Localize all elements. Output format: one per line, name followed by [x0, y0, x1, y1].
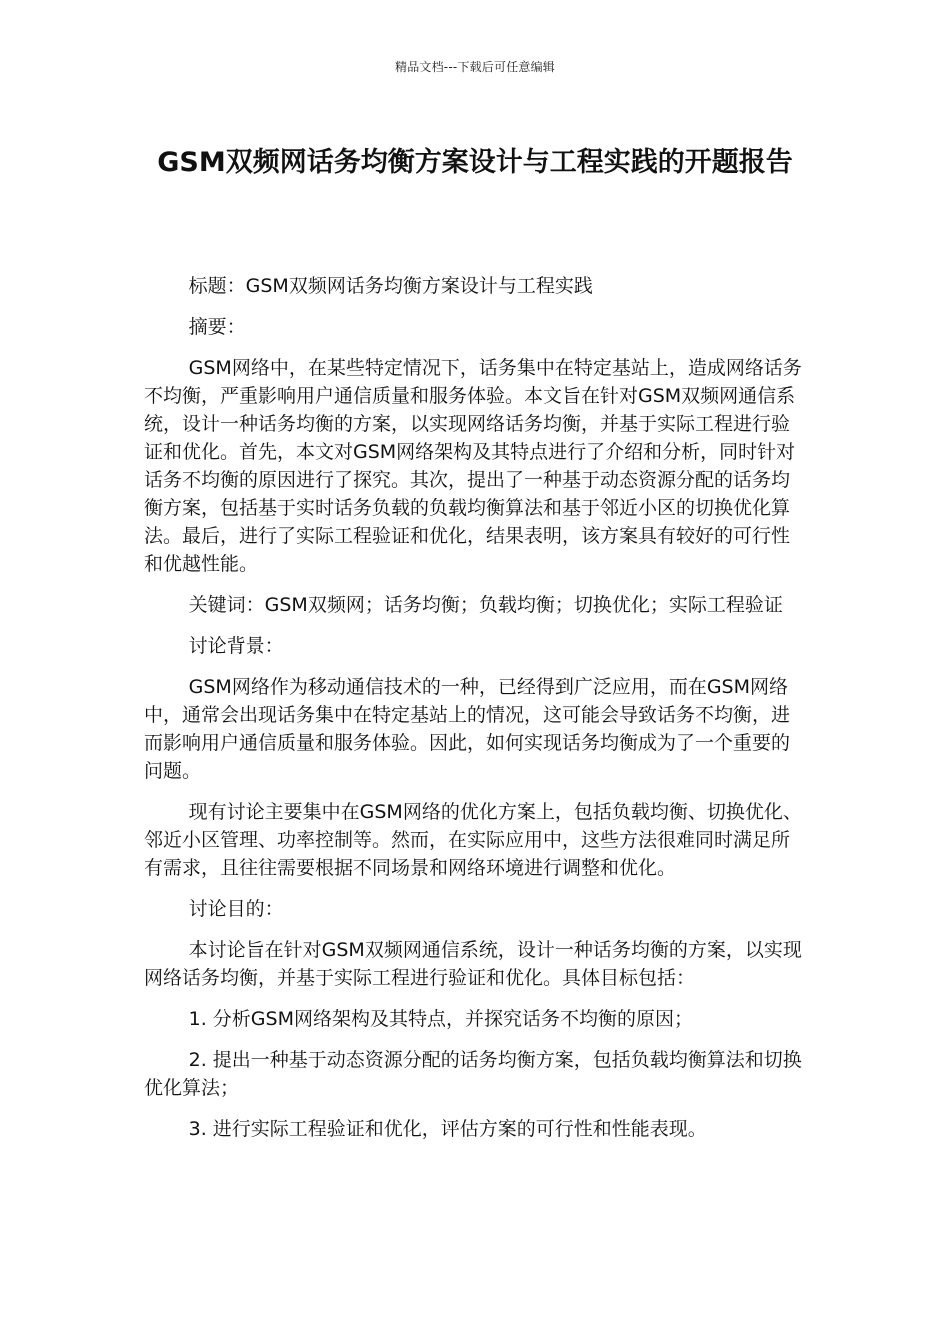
paragraph-keywords: 关键词：GSM双频网；话务均衡；负载均衡；切换优化；实际工程验证 [188, 594, 783, 616]
paragraph-goal-1: 1. 分析GSM网络架构及其特点，并探究话务不均衡的原因； [188, 1008, 693, 1030]
document-body [144, 272, 808, 1156]
paragraph-purpose-heading: 讨论目的： [188, 898, 284, 920]
paragraph-abstract-heading: 摘要： [188, 316, 246, 338]
paragraph-goal-2: 2. 提出一种基于动态资源分配的话务均衡方案，包括负载均衡算法和切换优化算法； [144, 1049, 802, 1099]
paragraph-purpose: 本讨论旨在针对GSM双频网通信系统，设计一种话务均衡的方案，以实现网络话务均衡，并基于实际工程进行验证和优化。具体目标包括： [144, 939, 802, 989]
paragraph-background-2: 现有讨论主要集中在GSM网络的优化方案上，包括负载均衡、切换优化、邻近小区管理、功率控制等。然而，在实际应用中，这些方法很难同时满足所有需求，且往往需要根据不同场景和网络环境进行调整和优化。 [144, 801, 802, 879]
paragraph-background-heading: 讨论背景： [188, 635, 284, 657]
paragraph-background-1: GSM网络作为移动通信技术的一种，已经得到广泛应用，而在GSM网络中，通常会出现话务集中在特定基站上的情况，这可能会导致话务不均衡，进而影响用户通信质量和服务体验。因此，如何实现话务均衡成为了一个重要的问题。 [144, 676, 791, 782]
paragraph-subject: 标题：GSM双频网话务均衡方案设计与工程实践 [188, 275, 593, 297]
paragraph-abstract: GSM网络中，在某些特定情况下，话务集中在特定基站上，造成网络话务不均衡，严重影响用户通信质量和服务体验。本文旨在针对GSM双频网通信系统，设计一种话务均衡的方案，以实现网络话务均衡，并基于实际工程进行验证和优化。首先，本文对GSM网络架构及其特点进行了介绍和分析，同时针对话务不均衡的原因进行了探究。其次，提出了一种基于动态资源分配的话务均衡方案，包括基于实时话务负载的负载均衡算法和基于邻近小区的切换优化算法。最后，进行了实际工程验证和优化，结果表明，该方案具有较好的可行性和优越性能。 [144, 357, 802, 575]
document-title: GSM双频网话务均衡方案设计与工程实践的开题报告 [157, 147, 793, 178]
page-header: 精品文档---下载后可任意编辑 [395, 60, 555, 74]
paragraph-goal-3: 3. 进行实际工程验证和优化，评估方案的可行性和性能表现。 [188, 1118, 707, 1140]
